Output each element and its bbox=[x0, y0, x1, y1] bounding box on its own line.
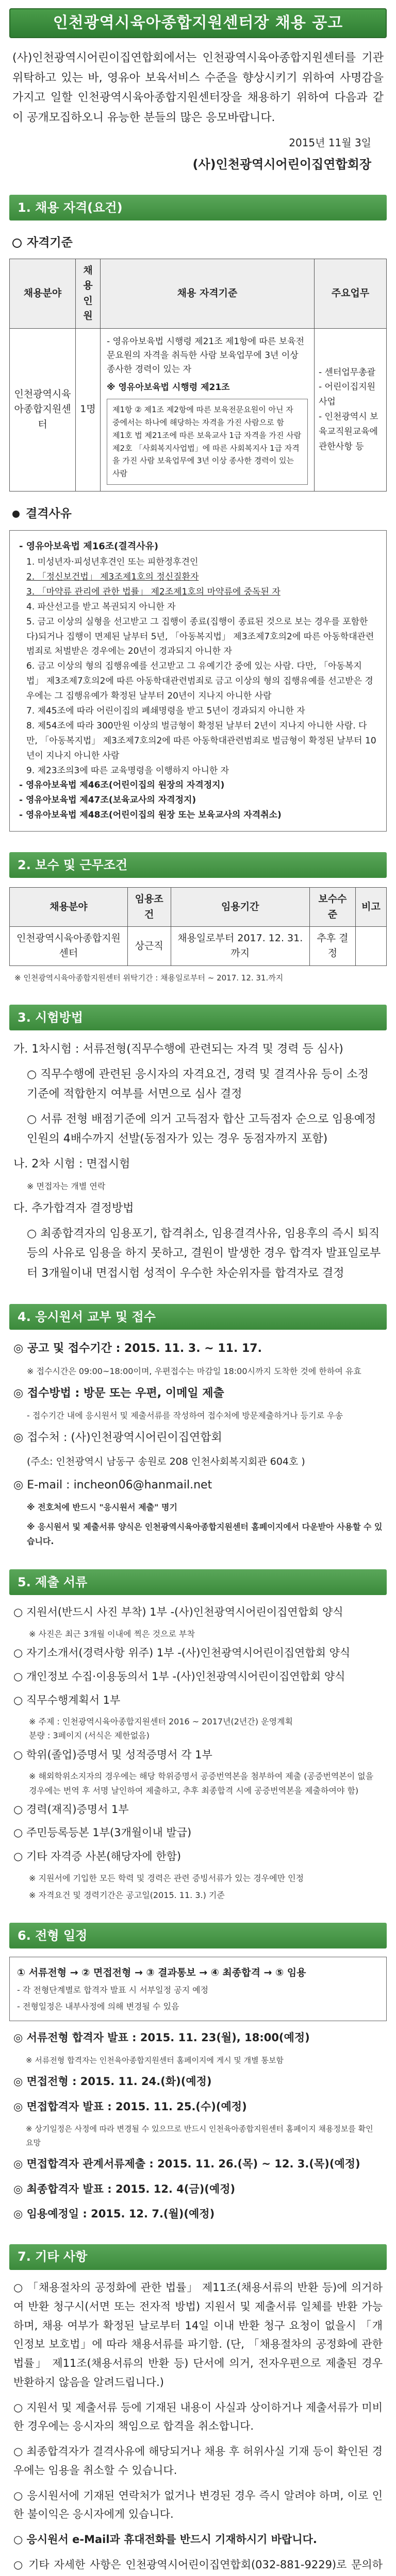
misc-notes bbox=[9, 2278, 387, 2576]
intro-text: (사)인천광역시어린이집연합회에서는 인천광역시육아종합지원센터를 기관위탁하고 있는 바, 영유아 보육서비스 수준을 향상시키기 위하여 사명감을 가지고 일할 인천광역시육아종합지원센터장을 채용하기 위하여 다음과 같이 공개모집하오니 유능한 분들의 많은 응모바랍니다. bbox=[12, 52, 384, 124]
qualification-table bbox=[9, 259, 387, 492]
list-item: ○ 학위(졸업)증명서 및 성적증명서 각 1부 bbox=[13, 1748, 212, 1761]
notice-date: 2015년 11월 3일 bbox=[289, 137, 371, 149]
list-item: ○ 경력(재직)증명서 1부 bbox=[13, 1803, 129, 1816]
list-item: ○ 응시원서에 기재된 연락처가 없거나 변경된 경우 즉시 알려야 하며, 이로 인한 불이익은 응시자에게 있습니다. bbox=[13, 2489, 383, 2521]
list-item: ○ 응시원서 e-Mail과 휴대전화를 반드시 기재하시기 바랍니다. bbox=[13, 2533, 317, 2546]
page-title: 인천광역시육아종합지원센터장 채용 공고 bbox=[9, 8, 387, 38]
list-item: ◎ 임용예정일 : 2015. 12. 7.(월)(예정) bbox=[13, 2208, 215, 2221]
application-info: ◎ 공고 및 접수기간 : 2015. 11. 3. ~ 11. 17. ※ 접수시간은 09:00~18:00이며, 우편접수는 마감일 18:00시까지 도착한 것에 한하여 유효 ◎ 접수방법 : 방문 또는 우편, 이메일 제출 - 접수기간 내에 응시원서 및 제출서류를 작성하여 접수처에 방문제출하거나 등기로 우송 ◎ 접수처 : (사)인천광역시어린이집연합회 (주소: 인천광역시 남동구 송원로 208 인천사회복지회관 604호 ) ◎ E-mail : incheon06@hanmail.net ※ 전호처에 반드시 "응시원서 제출" 명기 ※ 응시원서 및 제출서류 양식은 인천광역시육아종합지원센터 홈페이지에서 다운받아 사용할 수 있습니다. bbox=[13, 1342, 383, 1547]
col-header-pay: 보수수준 bbox=[309, 888, 355, 927]
list-item: ○ 기타 자세한 사항은 인천광역시어린이집연합회(032-881-9229)로 문의하 bbox=[13, 2558, 383, 2571]
list-item: ◎ 서류전형 합격자 발표 : 2015. 11. 23(월), 18:00(예정) bbox=[13, 2031, 310, 2044]
cell-period: 채용일로부터 2017. 12. 31.까지 bbox=[171, 926, 309, 965]
bullet-icon bbox=[12, 511, 20, 518]
cell-duties: - 센터업무총괄 - 어린이집지원사업 - 인천광역시 보육교직원교육에 관한사항 등 bbox=[315, 328, 387, 491]
list-item: ○ 최종합격자가 결격사유에 해당되거나 채용 후 허위사실 기재 등이 확인된 경우에는 임용을 취소할 수 있습니다. bbox=[13, 2445, 383, 2477]
list-item: ○ 「채용절차의 공정화에 관한 법률」 제11조(채용서류의 반환 등)에 의거하여 반환 청구시(서면 또는 전자적 방법) 지원서 및 제출서류 일체를 반환 가능하며, 채용 여부가 확정된 날로부터 14일 이내 반환 청구 요청이 없을시 「개인정보 보호법」에 따라 채용서류를 파기함. (단, 「채용절차의 공정화에 관한 법률」 제11조(채용서류의 반환 등) 단서에 의거, 전자우편으로 제출된 경우 반환하지 않음을 알려드립니다.) bbox=[13, 2281, 383, 2388]
col-header-cond: 임용조건 bbox=[127, 888, 171, 927]
section-head-exam: 3. 시험방법 bbox=[9, 1005, 387, 1030]
section-head-application: 4. 응시원서 교부 및 접수 bbox=[9, 1304, 387, 1330]
email-link[interactable]: ◎ E-mail : incheon06@hanmail.net bbox=[13, 1478, 212, 1492]
cell-qual: - 영유아보육법 시행령 제21조 제1항에 따른 보육전문요원의 자격을 취득한 사람 보육업무에 3년 이상 종사한 경력이 있는 자 ※ 영유아보육법 시행령 제21조 제1항 ② 제1조 제2항에 따른 보육전문요원이 아닌 자 중에서는 하나에 해당하는 자격을 가진 사람으로 함 제1호 법 제21조에 따른 보육교사 1급 자격을 가진 사람 제2호 「사회복지사업법」에 따른 사회복지사 1급 자격을 가진 사람 보육업무에 3년 이상 종사한 경력이 있는 사람 bbox=[101, 328, 315, 491]
process-flow-box: ① 서류전형 → ② 면접전형 → ③ 결과통보 → ④ 최종합격 → ⑤ 임용 - 각 전형단계별로 합격자 발표 시 서부일정 공지 예정 - 전형일정은 내부사정에 의해 변경될 수 있음 bbox=[9, 1957, 387, 2021]
table-row bbox=[10, 926, 387, 965]
col-header-field: 채용분야 bbox=[10, 259, 76, 328]
cell-count: 1명 bbox=[76, 328, 101, 491]
exam-method: 가. 1차시험 : 서류전형(직무수행에 관련되는 자격 및 경력 등 심사) ○ 직무수행에 관련된 응시자의 자격요건, 경력 및 결격사유 등이 소정 기준에 적합한지 여부를 서면으로 심사 결정 ○ 서류 전형 배점기준에 의거 고득점자 합산 고득점자 순으로 임용예정 인원의 4배수까지 선발(동점자가 있는 경우 동점자까지 포함) 나. 2차 시험 : 면접시험 ※ 면접자는 개별 연락 다. 추가합격자 결정방법 ○ 최종합격자의 임용포기, 합격취소, 임용결격사유, 임용후의 즉시 퇴직 등의 사유로 임용을 하지 못하고, 결원이 발생한 경우 합격자 발표일로부터 3개월이내 면접시험 성적이 우수한 차순위자를 합격자로 결정 bbox=[13, 1043, 381, 1280]
cell-cond: 상근직 bbox=[127, 926, 171, 965]
list-item: ◎ 최종합격자 발표 : 2015. 12. 4(금)(예정) bbox=[13, 2182, 236, 2195]
list-item: ○ 지원서 및 제출서류 등에 기재된 내용이 사실과 상이하거나 제출서류가 미비한 경우에는 응시자의 책임으로 합격을 취소합니다. bbox=[13, 2401, 383, 2433]
col-header-count: 채용인원 bbox=[76, 259, 101, 328]
section-head-misc: 7. 기타 사항 bbox=[9, 2244, 387, 2270]
list-item: ○ 주민등록등본 1부(3개월이내 발급) bbox=[13, 1826, 192, 1839]
list-item: ○ 자기소개서(경력사항 위주) 1부 -(사)인천광역시어린이집연합회 양식 bbox=[13, 1647, 351, 1659]
list-item: ◎ 면접합격자 발표 : 2015. 11. 25.(수)(예정) bbox=[13, 2100, 247, 2113]
col-header-duty: 주요업무 bbox=[315, 259, 387, 328]
col-header-field: 채용분야 bbox=[10, 888, 128, 927]
list-item: ◎ 면접합격자 관계서류제출 : 2015. 11. 26.(목) ~ 12. 3.(목)(예정) bbox=[13, 2157, 360, 2170]
col-header-period: 임용기간 bbox=[171, 888, 309, 927]
cell-field: 인천광역시육아종합지원센터 bbox=[10, 926, 128, 965]
section-head-conditions: 2. 보수 및 근무조건 bbox=[9, 852, 387, 878]
cell-remarks bbox=[356, 926, 387, 965]
list-item: ◎ 면접전형 : 2015. 11. 24.(화)(예정) bbox=[13, 2075, 212, 2088]
list-item: ○ 개인정보 수집·이용동의서 1부 -(사)인천광역시어린이집연합회 양식 bbox=[13, 1670, 345, 1683]
qual-law-box: 제1항 ② 제1조 제2항에 따른 보육전문요원이 아닌 자 중에서는 하나에 해당하는 자격을 가진 사람으로 함 제1호 법 제21조에 따른 보육교사 1급 자격을 가진 사람 제2호 「사회복지사업법」에 따른 사회복지사 1급 자격을 가진 사람 보육업무에 3년 이상 종사한 경력이 있는 사람 bbox=[107, 399, 308, 485]
org-name: (사)인천광역시어린이집연합회장 bbox=[192, 157, 371, 172]
contract-note: ※ 인천광역시육아종합지원센터 위탁기간 : 채용일로부터 ~ 2017. 12. 31.까지 bbox=[14, 973, 284, 982]
section-head-documents: 5. 제출 서류 bbox=[9, 1569, 387, 1595]
list-item: ○ 기타 자격증 사본(해당자에 한함) bbox=[13, 1850, 182, 1863]
col-header-qual: 채용 자격기준 bbox=[101, 259, 315, 328]
disqualification-box: - 영유아보육법 제16조(결격사유) 1. 미성년자·피성년후견인 또는 피한정후견인 2. 「정신보건법」 제3조제1호의 정신질환자 3. 「마약류 관리에 관한 법률」 제2조제1호의 마약류에 중독된 자 4. 파산선고를 받고 복권되지 아니한 자 5. 금고 이상의 실형을 선고받고 그 집행이 종료(집행이 종료된 것으로 보는 경우를 포함한다)되거나 집행이 면제된 날부터 5년, 「아동복지법」 제3조제7호의2에 따른 아동학대관련범죄로 처벌받은 경우에는 20년이 경과되지 아니한 자 6. 금고 이상의 형의 집행유예를 선고받고 그 유예기간 중에 있는 사람. 다만, 「아동복지법」 제3조제7호의2에 따른 아동학대관련범죄로 금고 이상의 형의 집행유예를 선고받은 경우에는 그 집행유예가 확정된 날부터 20년이 지나지 아니한 사람 7. 제45조에 따라 어린이집의 폐쇄명령을 받고 5년이 경과되지 아니한 자 8. 제54조에 따라 300만원 이상의 벌금형이 확정된 날부터 2년이 지나지 아니한 사람. 다만, 「아동복지법」 제3조제7호의2에 따른 아동학대관련범죄로 벌금형이 확정된 날부터 10년이 지나지 아니한 사람 9. 제23조의3에 따른 교육명령을 이행하지 아니한 자 - 영유아보육법 제46조(어린이집의 원장의 자격정지) - 영유아보육법 제47조(보육교사의 자격정지) - 영유아보육법 제48조(어린이집의 원장 또는 보육교사의 자격취소) bbox=[9, 530, 387, 832]
schedule-list: ◎ 서류전형 합격자 발표 : 2015. 11. 23(월), 18:00(예정) ※ 서류전형 합격자는 인천육아종합지원센터 홈페이지에 게시 및 개별 통보함 ◎ 면접전형 : 2015. 11. 24.(화)(예정) ◎ 면접합격자 발표 : 2015. 11. 25.(수)(예정) ※ 상기일정은 사정에 따라 변경될 수 있으므로 반드시 인천육아종합지원센터 홈페이지 채용정보를 확인 요망 ◎ 면접합격자 관계서류제출 : 2015. 11. 26.(목) ~ 12. 3.(목)(예정) ◎ 최종합격자 발표 : 2015. 12. 4(금)(예정) ◎ 임용예정일 : 2015. 12. 7.(월)(예정) bbox=[9, 2028, 387, 2224]
document-list: ○ 지원서(반드시 사진 부착) 1부 -(사)인천광역시어린이집연합회 양식 ※ 사진은 최근 3개월 이내에 찍은 것으로 부착 ○ 자기소개서(경력사항 위주) 1부 -(사)인천광역시어린이집연합회 양식 ○ 개인정보 수집·이용동의서 1부 -(사)인천광역시어린이집연합회 양식 ○ 직무수행계획서 1부 ※ 주제 : 인천광역시육아종합지원센터 2016 ~ 2017년(2년간) 운영계획 분량 : 3페이지 (서식은 제한없음) ○ 학위(졸업)증명서 및 성적증명서 각 1부 ※ 해외학위소지자의 경우에는 해당 학위증명서 공증번역본을 첨부하여 제출 (공증번역본이 없을 경우에는 번역 후 서명 날인하여 제출하고, 추후 최종합격 시에 공증번역본을 제출하여야 함) ○ 경력(재직)증명서 1부 ○ 주민등록등본 1부(3개월이내 발급) ○ 기타 자격증 사본(해당자에 한함) ※ 지원서에 기입한 모든 학력 및 경력은 관련 증빙서류가 있는 경우에만 인정 ※ 자격요건 및 경력기간은 공고일(2015. 11. 3.) 기준 bbox=[9, 1603, 387, 1902]
list-item: ○ 직무수행계획서 1부 bbox=[13, 1693, 121, 1706]
cell-pay: 추후 결정 bbox=[309, 926, 355, 965]
list-item: ○ 지원서(반드시 사진 부착) 1부 -(사)인천광역시어린이집연합회 양식 bbox=[13, 1606, 343, 1619]
sub-head-criteria: 자격기준 bbox=[9, 234, 387, 252]
section-head-schedule: 6. 전형 일정 bbox=[9, 1923, 387, 1948]
cell-field: 인천광역시육아종합지원센터 bbox=[10, 328, 76, 491]
col-header-remarks: 비고 bbox=[356, 888, 387, 927]
circle-icon bbox=[12, 239, 22, 248]
section-head-qualification: 1. 채용 자격(요건) bbox=[9, 195, 387, 221]
conditions-table bbox=[9, 887, 387, 966]
sub-head-disqualification: 결격사유 bbox=[9, 505, 387, 523]
table-row bbox=[10, 328, 387, 491]
